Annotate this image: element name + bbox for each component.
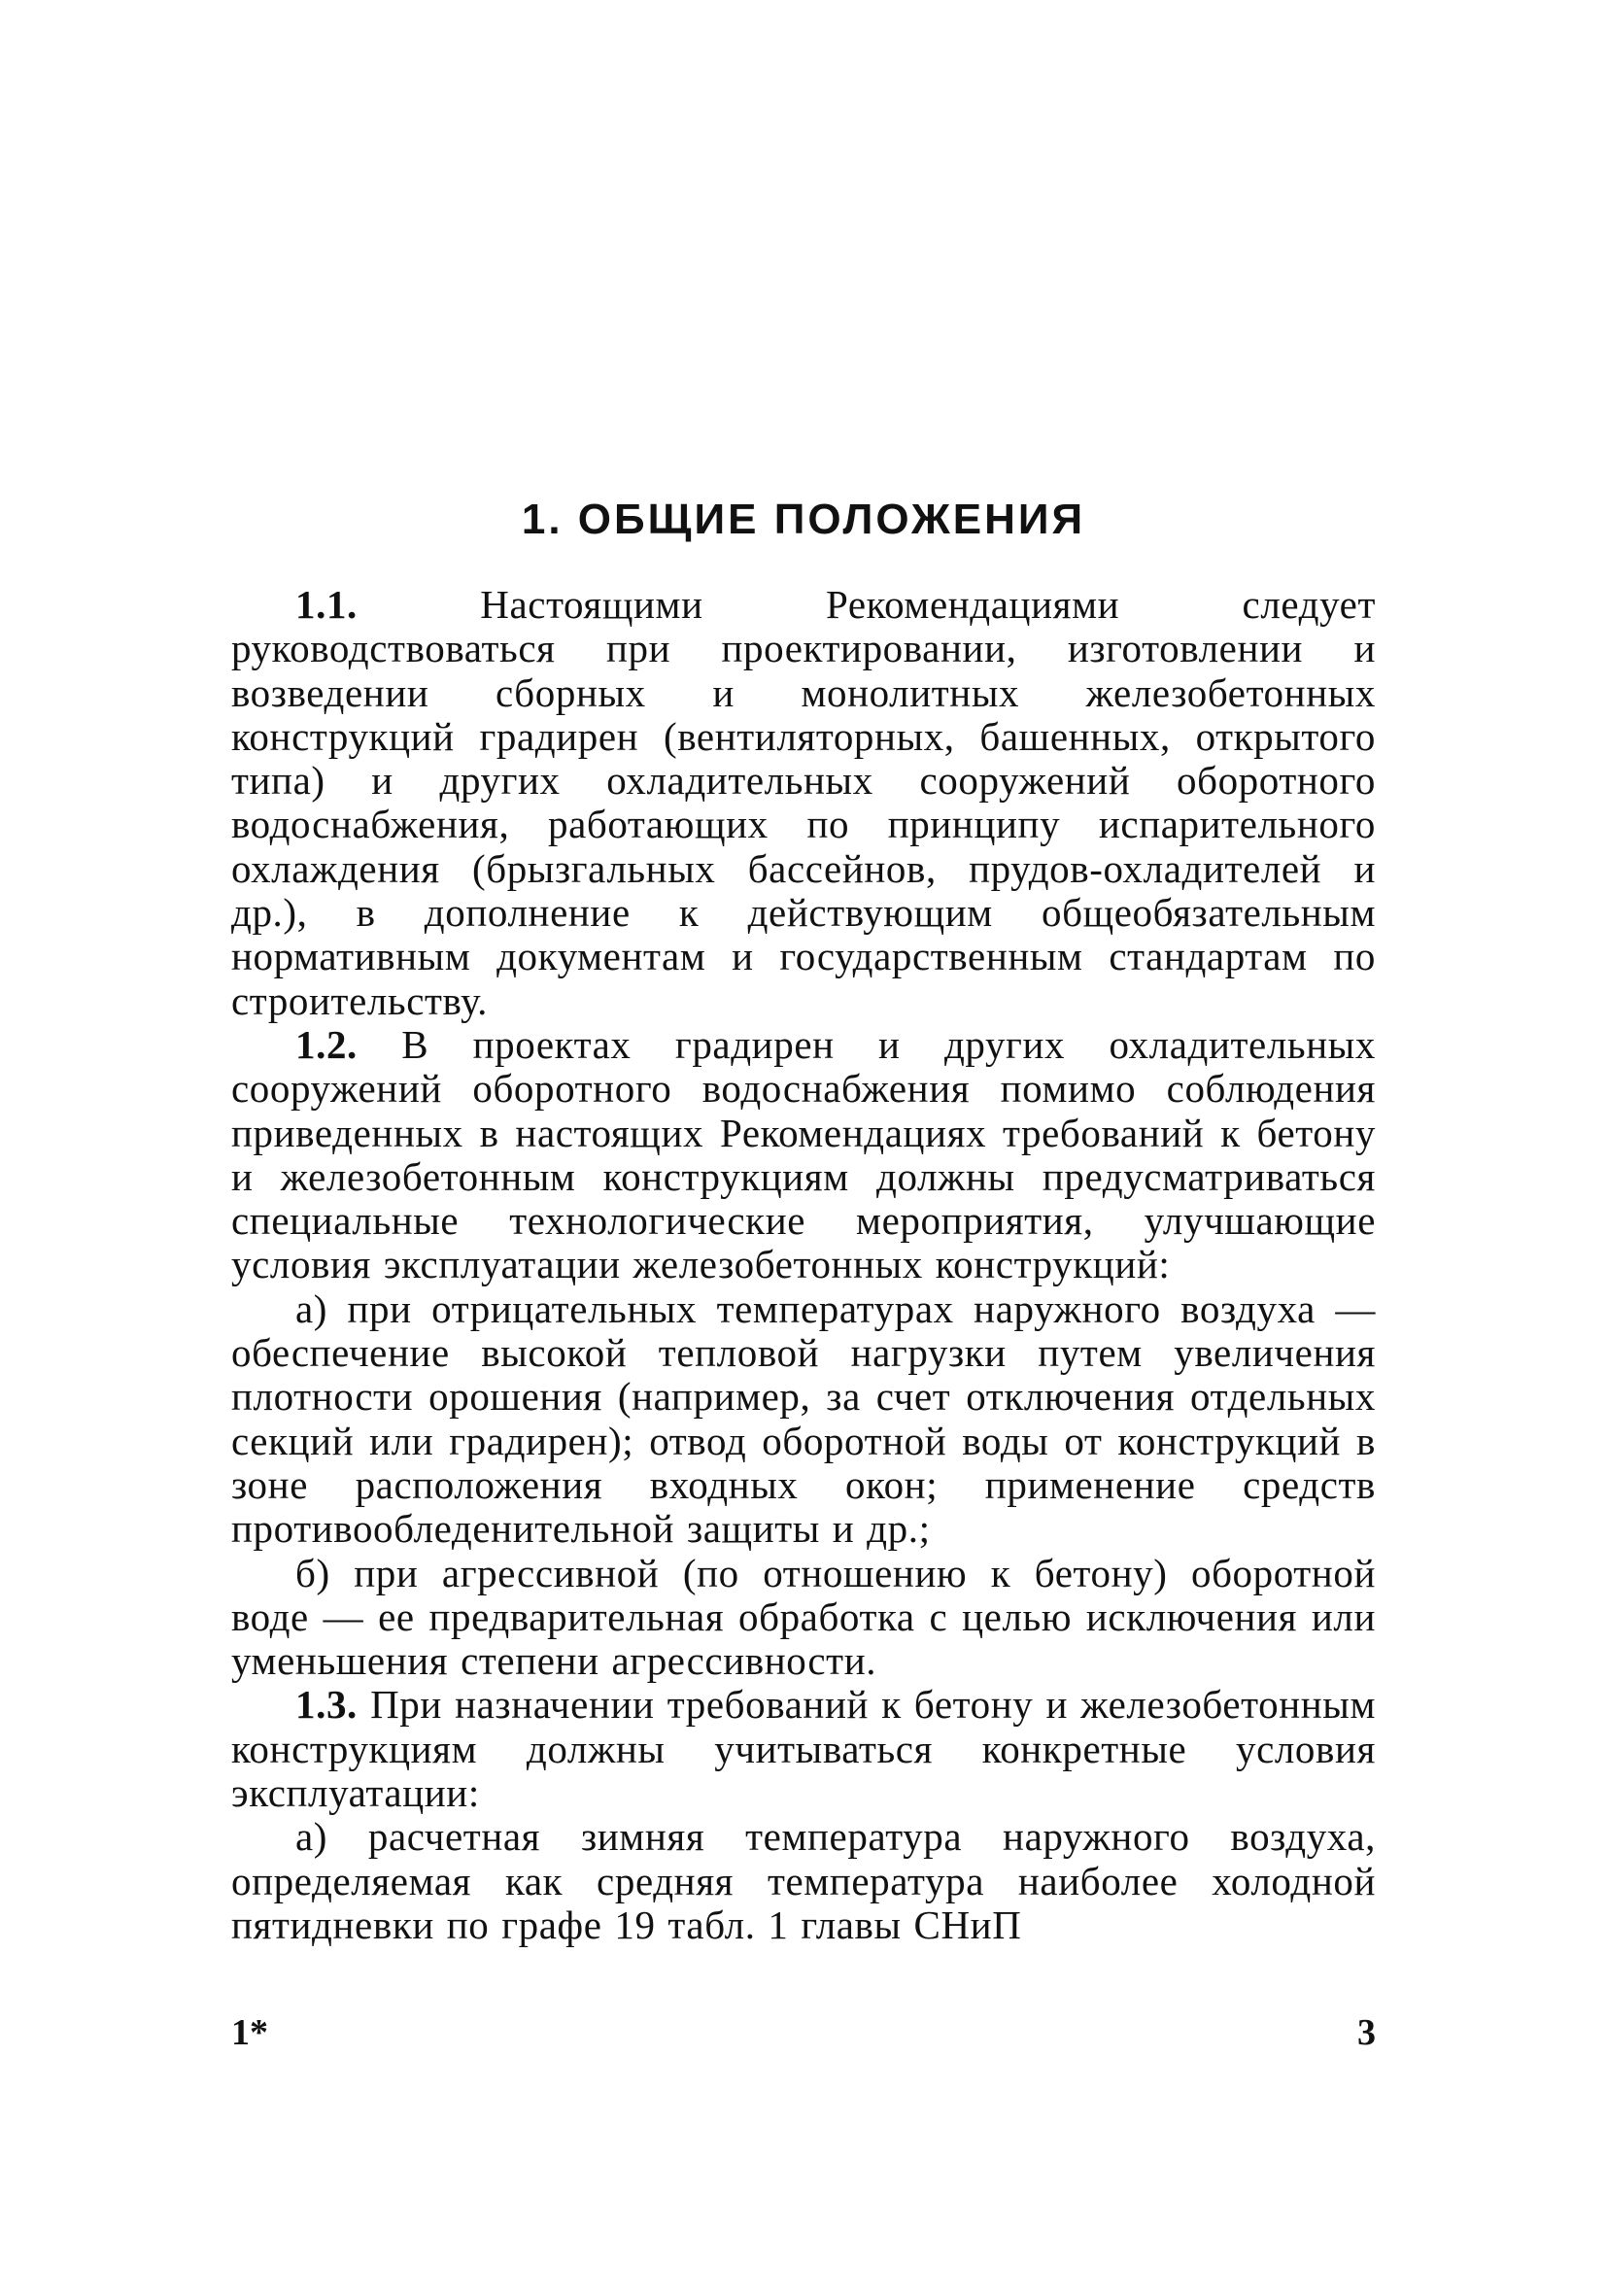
paragraph-text: а) при отрицательных температурах наружного воздуха — обеспечение высокой тепловой нагрузки путем увеличения плотности орошения (например, за счет отключения отдельных секций или градирен); отвод оборотной воды от конструкций в зоне расположения входных окон; применение средств противообледенительной защиты и др.; bbox=[231, 1285, 1376, 1552]
signature-mark: 1* bbox=[231, 2012, 268, 2053]
paragraph-text: а) расчетная зимняя температура наружного воздуха, определяемая как средняя температура наиболее холодной пятидневки по графе 19 табл. 1 главы СНиП bbox=[231, 1814, 1376, 1947]
paragraph-1-1 bbox=[231, 583, 1376, 1023]
paragraph-1-3 bbox=[231, 1683, 1376, 1815]
paragraph-text: б) при агрессивной (по отношению к бетону) оборотной воде — ее предварительная обработка с целью исключения или уменьшения степени агрессивности. bbox=[231, 1550, 1376, 1684]
page-number: 3 bbox=[1357, 2012, 1376, 2053]
paragraph-1-2-a bbox=[231, 1287, 1376, 1552]
body-text bbox=[231, 583, 1376, 1947]
paragraph-number: 1.1. bbox=[295, 582, 358, 627]
paragraph-1-2 bbox=[231, 1023, 1376, 1287]
paragraph-1-3-a bbox=[231, 1815, 1376, 1947]
paragraph-text: Настоящими Рекомендациями следует руководствоваться при проектировании, изготовлении и возведении сборных и монолитных железобетонных конструкций градирен (вентиляторных, башенных, открытого типа) и других охладительных сооружений оборотного водоснабжения, работающих по принципу испарительного охлаждения (брызгальных бассейнов, прудов-охладителей и др.), в дополнение к действующим общеобязательным нормативным документам и государственным стандартам по строительству. bbox=[231, 582, 1376, 1023]
paragraph-number: 1.2. bbox=[295, 1021, 358, 1067]
paragraph-1-2-b bbox=[231, 1552, 1376, 1684]
paragraph-text: В проектах градирен и других охладительных сооружений оборотного водоснабжения помимо соблюдения приведенных в настоящих Рекомендациях требований к бетону и железобетонным конструкциям должны предусматриваться специальные технологические мероприятия, улучшающие условия эксплуатации железобетонных конструкций: bbox=[231, 1021, 1376, 1287]
paragraph-number: 1.3. bbox=[295, 1682, 358, 1728]
paragraph-text: При назначении требований к бетону и железобетонным конструкциям должны учитываться конкретные условия эксплуатации: bbox=[231, 1682, 1376, 1816]
section-heading: 1. ОБЩИЕ ПОЛОЖЕНИЯ bbox=[521, 496, 1086, 543]
